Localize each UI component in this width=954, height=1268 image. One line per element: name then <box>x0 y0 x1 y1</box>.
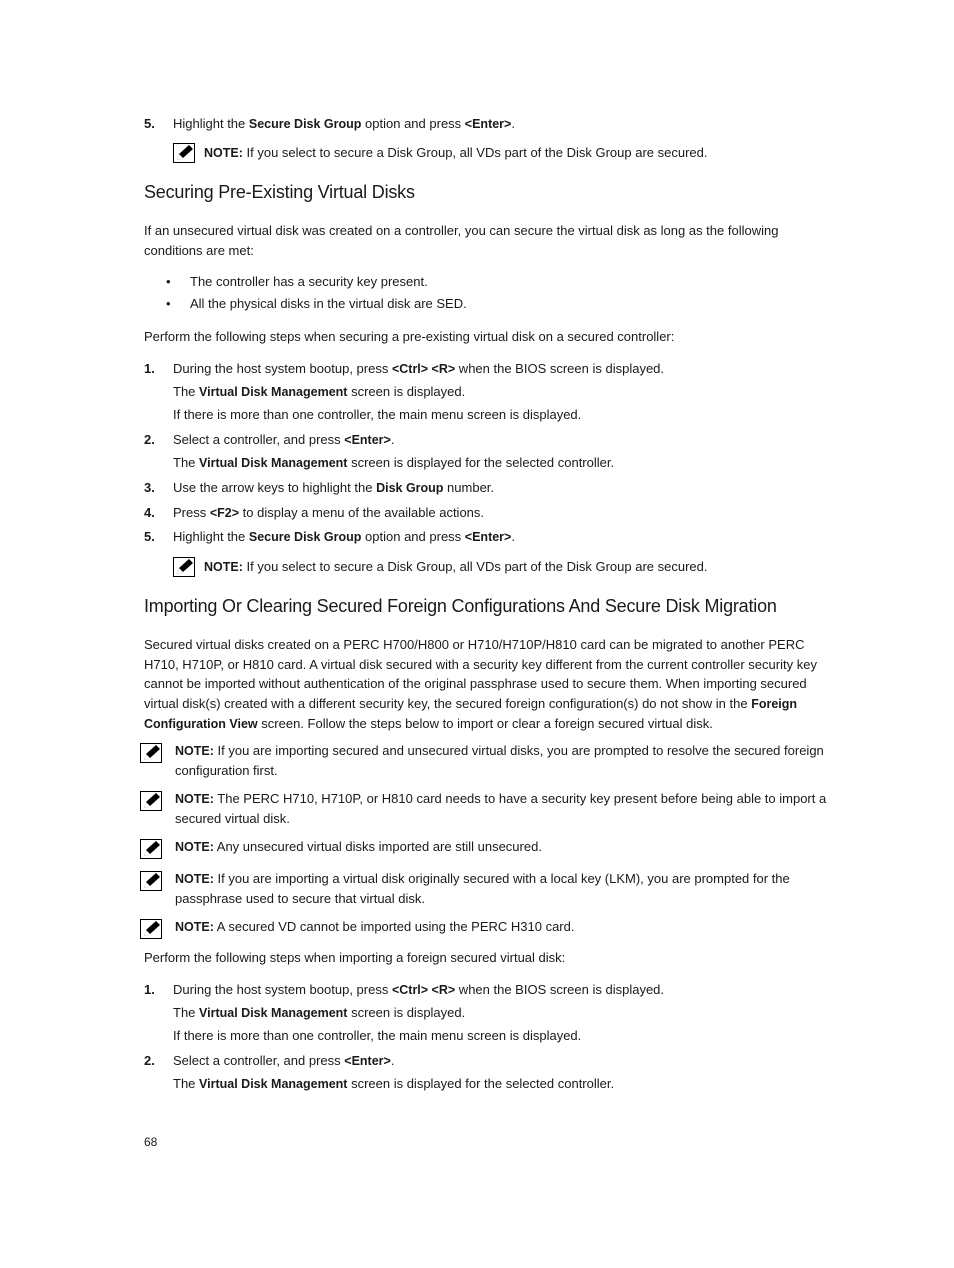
note-pencil-icon <box>140 839 162 859</box>
paragraph: Perform the following steps when securing a pre-existing virtual disk on a secured controller: <box>144 329 675 344</box>
text: screen is displayed. <box>347 384 466 399</box>
text: Highlight the <box>173 529 249 544</box>
page-number: 68 <box>144 1135 158 1149</box>
note-label: NOTE: <box>175 840 214 854</box>
text: Select a controller, and press <box>173 432 345 447</box>
note-pencil-icon <box>140 791 162 811</box>
paragraph: Perform the following steps when importing a foreign secured virtual disk: <box>144 950 566 965</box>
step-text <box>173 982 664 997</box>
step-number: 5. <box>144 116 155 131</box>
step-number: 5. <box>144 529 155 544</box>
text: . <box>511 116 515 131</box>
section-heading: Securing Pre-Existing Virtual Disks <box>144 182 415 202</box>
text: . <box>390 432 395 447</box>
step-text <box>173 529 515 544</box>
note-label: NOTE: <box>204 146 243 160</box>
step-number: 2. <box>144 432 155 447</box>
note-text: If you are importing a virtual disk originally secured with a local key (LKM), you are prompted for the passphrase used to secure that virtual disk. <box>175 871 790 906</box>
note-text: If you select to secure a Disk Group, all VDs part of the Disk Group are secured. <box>242 559 708 574</box>
ui-term: Virtual Disk Management <box>199 1006 348 1020</box>
text: option and press <box>361 116 465 131</box>
text: screen. Follow the steps below to import or clear a foreign secured virtual disk. <box>257 716 713 731</box>
ui-term: Virtual Disk Management <box>199 385 348 399</box>
ui-term: Secure Disk Group <box>248 530 362 544</box>
note <box>175 837 830 857</box>
key-term: <Ctrl> <R> <box>391 983 456 997</box>
note <box>175 789 830 828</box>
text: number. <box>443 480 495 495</box>
note <box>175 869 830 908</box>
step-number: 4. <box>144 505 155 520</box>
text: screen is displayed for the selected controller. <box>347 455 615 470</box>
note-label: NOTE: <box>204 560 243 574</box>
key-term: <F2> <box>209 506 240 520</box>
bullet-marker: • <box>166 296 171 311</box>
note-text: The PERC H710, H710P, or H810 card needs to have a security key present before being able to import a secured virtual disk. <box>175 791 827 826</box>
note-text: If you are importing secured and unsecured virtual disks, you are prompted to resolve the secured foreign configuration first. <box>175 743 824 778</box>
bullet-marker: • <box>166 274 171 289</box>
step-result: If there is more than one controller, the main menu screen is displayed. <box>173 1028 582 1043</box>
text: Highlight the <box>173 116 249 131</box>
paragraph <box>144 635 834 735</box>
text: During the host system bootup, press <box>173 982 392 997</box>
note-text: Any unsecured virtual disks imported are still unsecured. <box>213 839 542 854</box>
step-text <box>173 505 484 520</box>
text: During the host system bootup, press <box>173 361 392 376</box>
ui-term: Secure Disk Group <box>248 117 362 131</box>
key-term: <Enter> <box>344 1054 391 1068</box>
text: when the BIOS screen is displayed. <box>455 361 665 376</box>
ui-term: Foreign Configuration View <box>144 696 798 731</box>
bullet-text: The controller has a security key present. <box>190 274 428 289</box>
step-text <box>173 1053 394 1068</box>
note <box>175 741 830 780</box>
note <box>204 143 707 163</box>
ui-term: Disk Group <box>376 481 444 495</box>
step-text <box>173 361 664 376</box>
step-result: If there is more than one controller, the main menu screen is displayed. <box>173 407 582 422</box>
note-pencil-icon <box>140 871 162 891</box>
step-result <box>173 1005 465 1020</box>
text: . <box>511 529 515 544</box>
note-text: If you select to secure a Disk Group, all VDs part of the Disk Group are secured. <box>242 145 708 160</box>
step-result <box>173 455 614 470</box>
step-text <box>173 480 494 495</box>
text: The <box>173 1005 200 1020</box>
note-pencil-icon <box>140 743 162 763</box>
text: to display a menu of the available actions. <box>239 505 485 520</box>
step-number: 1. <box>144 982 155 997</box>
section-heading: Importing Or Clearing Secured Foreign Configurations And Secure Disk Migration <box>144 596 777 616</box>
step-text <box>173 432 394 447</box>
bullet-text: All the physical disks in the virtual disk are SED. <box>190 296 467 311</box>
text: The <box>173 384 200 399</box>
note <box>204 557 707 577</box>
note-label: NOTE: <box>175 920 214 934</box>
note-label: NOTE: <box>175 872 214 886</box>
note-pencil-icon <box>173 557 195 577</box>
text: when the BIOS screen is displayed. <box>455 982 665 997</box>
key-term: <Ctrl> <R> <box>391 362 456 376</box>
text: screen is displayed. <box>347 1005 466 1020</box>
text: screen is displayed for the selected controller. <box>347 1076 615 1091</box>
text: Use the arrow keys to highlight the <box>173 480 377 495</box>
step-number: 2. <box>144 1053 155 1068</box>
note <box>175 917 830 937</box>
text: The <box>173 455 200 470</box>
key-term: <Enter> <box>344 433 391 447</box>
key-term: <Enter> <box>464 530 512 544</box>
step-text <box>173 116 515 131</box>
step-number: 3. <box>144 480 155 495</box>
step-result <box>173 384 465 399</box>
ui-term: Virtual Disk Management <box>199 456 348 470</box>
paragraph: If an unsecured virtual disk was created on a controller, you can secure the virtual disk as long as the following conditions are met: <box>144 223 779 258</box>
step-result <box>173 1076 614 1091</box>
note-text: A secured VD cannot be imported using the PERC H310 card. <box>213 919 575 934</box>
note-pencil-icon <box>140 919 162 939</box>
text: Press <box>173 505 210 520</box>
step-number: 1. <box>144 361 155 376</box>
note-label: NOTE: <box>175 792 214 806</box>
text: Secured virtual disks created on a PERC H700/H800 or H710/H710P/H810 card can be migrated to another PERC H710, H710P, or H810 card. A virtual disk secured with a security key different from the current controller security key cannot be imported without authentication of the original passphrase used to secure them. When importing secured virtual disk(s) created with a different security key, the secured foreign configuration(s) do not show in the <box>144 637 817 711</box>
ui-term: Virtual Disk Management <box>199 1077 348 1091</box>
text: Select a controller, and press <box>173 1053 345 1068</box>
text: . <box>390 1053 395 1068</box>
text: option and press <box>361 529 465 544</box>
text: The <box>173 1076 200 1091</box>
note-label: NOTE: <box>175 744 214 758</box>
note-pencil-icon <box>173 143 195 163</box>
key-term: <Enter> <box>464 117 512 131</box>
